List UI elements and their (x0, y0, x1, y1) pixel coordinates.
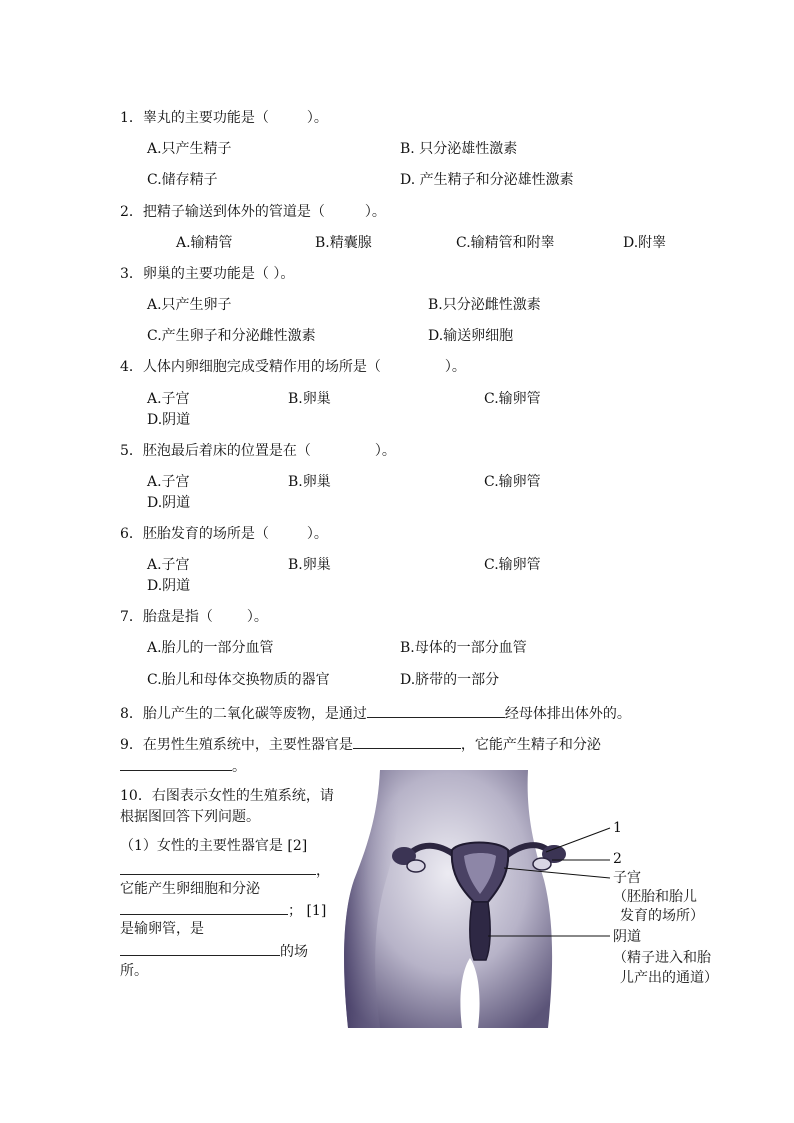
q10-answer-blank-1[interactable] (120, 860, 316, 875)
q3-option-b: B.只分泌雌性激素 (428, 297, 541, 313)
q10-answer-blank-2[interactable] (120, 900, 288, 915)
left-ovary (407, 860, 425, 872)
q2-option-c: C.输精管和附睾 (456, 235, 555, 251)
q7-option-a: A.胎儿的一部分血管 (147, 640, 274, 656)
q1-option-d: D. 产生精子和分泌雄性激素 (400, 172, 574, 188)
q10-line3: ， (120, 860, 330, 880)
q9-answer-blank-2[interactable] (120, 756, 232, 771)
q2-option-d: D.附睾 (623, 235, 667, 251)
q4-option-c: C.输卵管 (484, 391, 541, 407)
q1-option-a: A.只产生精子 (147, 141, 232, 157)
q2-option-b: B.精囊腺 (315, 235, 372, 251)
q1-stem: 1．睾丸的主要功能是（ ）。 (120, 110, 328, 126)
q6-option-d: D.阴道 (147, 578, 191, 594)
q8-answer-blank[interactable] (367, 703, 505, 718)
figure-label-uterus: 子宫 (613, 870, 641, 886)
figure-label-2: 2 (613, 851, 622, 867)
q3-stem: 3．卵巢的主要功能是（ ）。 (120, 266, 295, 282)
q10-answer-blank-3[interactable] (120, 941, 280, 956)
q7-stem: 7．胎盘是指（ ）。 (120, 609, 268, 625)
q1-option-c: C.储存精子 (147, 172, 218, 188)
q2-option-a: A.输精管 (176, 235, 233, 251)
q5-option-a: A.子宫 (147, 474, 190, 490)
vagina (470, 902, 490, 960)
q4-option-a: A.子宫 (147, 391, 190, 407)
q7-option-b: B.母体的一部分血管 (400, 640, 527, 656)
q9-stem: 9．在男性生殖系统中，主要性器官是 ，它能产生精子和分泌 (120, 734, 601, 754)
figure-label-uterus-note-2: 发育的场所） (620, 908, 704, 924)
q1-option-b: B. 只分泌雄性激素 (400, 141, 518, 157)
q10-sub1: （1）女性的主要性器官是 [2] (120, 838, 308, 854)
q7-option-d: D.脐带的一部分 (400, 672, 500, 688)
q9-line2: 。 (120, 756, 246, 776)
female-reproductive-system-figure (340, 770, 640, 1032)
q10-line7: 的场 (120, 941, 308, 961)
q7-option-c: C.胎儿和母体交换物质的器官 (147, 672, 330, 688)
q5-option-d: D.阴道 (147, 495, 191, 511)
q9-answer-blank-1[interactable] (353, 734, 461, 749)
q8-stem: 8．胎儿产生的二氧化碳等废物，是通过 经母体排出体外的。 (120, 703, 631, 723)
figure-label-uterus-note-1: （胚胎和胎儿 (613, 889, 697, 905)
q6-option-c: C.输卵管 (484, 557, 541, 573)
figure-label-vagina-note-2: 儿产出的通道） (620, 970, 718, 986)
right-ovary (533, 858, 551, 870)
q2-stem: 2．把精子输送到体外的管道是（ ）。 (120, 204, 386, 220)
q10-line2: 根据图回答下列问题。 (120, 809, 260, 825)
q4-option-b: B.卵巢 (288, 391, 331, 407)
q6-option-a: A.子宫 (147, 557, 190, 573)
figure-label-vagina: 阴道 (613, 929, 641, 945)
q6-option-b: B.卵巢 (288, 557, 331, 573)
q5-option-c: C.输卵管 (484, 474, 541, 490)
q10-line4: 它能产生卵细胞和分泌 (120, 881, 260, 897)
figure-label-1: 1 (613, 820, 622, 836)
q4-option-d: D.阴道 (147, 412, 191, 428)
q6-stem: 6．胚胎发育的场所是（ ）。 (120, 526, 328, 542)
q3-option-c: C.产生卵子和分泌雌性激素 (147, 328, 316, 344)
q5-option-b: B.卵巢 (288, 474, 331, 490)
q3-option-d: D.输送卵细胞 (428, 328, 514, 344)
q10-line8: 所。 (120, 963, 148, 979)
q10-line6: 是输卵管，是 (120, 921, 204, 937)
q5-stem: 5．胚泡最后着床的位置是在（ ）。 (120, 443, 396, 459)
q10-line1: 10．右图表示女性的生殖系统，请 (120, 788, 334, 804)
q10-line5: ； [1] (120, 900, 326, 920)
figure-label-vagina-note-1: （精子进入和胎 (613, 950, 711, 966)
q4-stem: 4．人体内卵细胞完成受精作用的场所是（ ）。 (120, 359, 466, 375)
q3-option-a: A.只产生卵子 (147, 297, 232, 313)
